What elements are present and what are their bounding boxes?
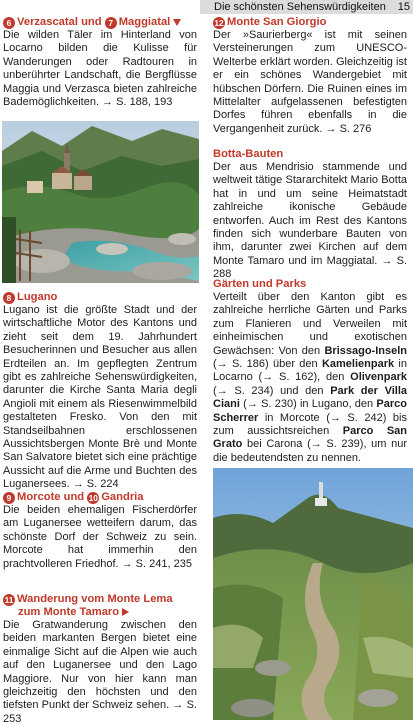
section-text: Lugano ist die größte Stadt und der wirtschaftliche Motor des Kantons und zieht seit dem 19. Jahrhundert Besucherinnen und Besucher aus allen Erdteilen an. Im gepflegten Zentrum gibt es zahlreiche Sehenswürdigkeiten, darunter die Kirche Santa Maria degli Angioli mit einem als Riesenwimmelbild gestalteten Fresko. Von den mit Standseilbahnen erschlossenen Aussichtsbergen Monte Brè und Monte San Salvatore bietet sich eine prächtige Aussicht auf die Arme und Buchten des Luganersees. → S. 224 bbox=[3, 304, 197, 491]
section-text: Die Gratwanderung zwischen den beiden markanten Bergen bietet eine einmalige Sicht auf die Alpen wie auch auf den Luganersee und den Lago Maggiore. Nur von hier kann man gleichzeitig den höchsten und den tiefsten Punkt der Schweiz sehen. → S. 253 bbox=[3, 619, 197, 725]
section-number-badge: 9 bbox=[3, 492, 15, 504]
section-number-badge: 7 bbox=[105, 17, 117, 29]
section-heading: 11 Wanderung vom Monte Lema zum Monte Tamaro bbox=[4, 593, 173, 618]
section-number-badge: 12 bbox=[214, 18, 224, 28]
section-botta-bauten bbox=[213, 148, 407, 282]
photo-verzasca-valley bbox=[2, 121, 199, 283]
section-number-badge: 11 bbox=[4, 595, 14, 605]
park-name: Parco Scherrer bbox=[213, 398, 407, 424]
section-wanderung-lema-tamaro bbox=[3, 593, 197, 726]
section-text: Die beiden ehemaligen Fischerdörfer am Luganersee wetteifern darum, das schönste Dorf der Schweiz zu sein. Morcote hat immerhin den prachtvolleren Friedhof. → S. 241, 235 bbox=[3, 504, 197, 570]
section-heading: Gärten und Parks bbox=[213, 278, 307, 290]
section-monte-san-giorgio bbox=[213, 16, 407, 136]
park-name: Brissago-Inseln bbox=[324, 344, 407, 357]
triangle-down-icon bbox=[173, 19, 181, 26]
photo-monte-tamaro-trail bbox=[213, 468, 413, 720]
park-name: Kamelienpark bbox=[321, 358, 395, 371]
section-heading: Botta-Bauten bbox=[213, 148, 284, 160]
park-name: Park der Villa Ciani bbox=[213, 384, 407, 411]
page-number: 15 bbox=[397, 1, 410, 13]
triangle-right-icon bbox=[122, 608, 129, 616]
section-text: Verteilt über den Kanton gibt es zahlreiche herrliche Gärten und Parks zum Flanieren und Verweilen mit einheimischen und exotischen Gewächsen: Von den Brissago-Inseln (→ S. 186) über den Kamelienpark in Locarno (→ S. 162), den Olivenpark (→ S. 234) und den Park der Villa Ciani (→ S. 230) in Lugano, den Parco Scherrer in Morcote (→ S. 242) bis zum aussichtsreichen Parco San Grato bei Carona (→ S. 239), um nur die bedeutendsten zu nennen. bbox=[213, 291, 407, 464]
section-number-badge: 8 bbox=[3, 292, 15, 304]
section-heading: 9 Morcote und 10 Gandria bbox=[3, 491, 197, 504]
section-heading: 8 Lugano bbox=[3, 291, 197, 304]
section-lugano bbox=[3, 291, 197, 492]
section-verzascatal-maggiatal bbox=[3, 16, 197, 109]
section-heading: 12 Monte San Giorgio bbox=[214, 16, 327, 28]
section-number-badge: 6 bbox=[3, 17, 15, 29]
section-morcote-gandria bbox=[3, 491, 197, 571]
section-text: Der »Saurierberg« ist mit seinen Versteinerungen zum UNESCO-Welterbe erklärt worden. Gleichzeitig ist er ein schönes Wandergebiet mit hübschen Dörfern. Die Ruinen eines im Mittelalter aufgelassenen befestigten Dorfes führen ebenfalls in die Vergangenheit zurück. → S. 276 bbox=[213, 29, 407, 135]
section-number-badge: 10 bbox=[88, 493, 98, 503]
section-gaerten-parks bbox=[213, 278, 407, 465]
park-name: Parco San Grato bbox=[213, 425, 407, 451]
park-name: Olivenpark bbox=[350, 371, 407, 384]
section-heading: 6 Verzascatal und 7 Maggiatal bbox=[3, 16, 197, 29]
section-text: Der aus Mendrisio stammende und weltweit tätige Stararchitekt Mario Botta hat in und um seine Heimatstadt zahlreiche ikonische Gebäude entworfen. Auch im Rest des Kantons finden sich wunderbare Bauten von ihm, darunter zwei Kirchen auf dem Monte Tamaro und im Maggiatal. → S. 288 bbox=[213, 161, 407, 281]
running-header-title: Die schönsten Sehenswürdigkeiten bbox=[214, 1, 386, 13]
section-text: Die wilden Täler im Hinterland von Locarno bilden die Kulisse für Wanderungen oder Radtouren in unberührter Landschaft, die Bergflüsse Maggia und Verzasca bieten zahlreiche Bademöglichkeiten. → S. 188, 193 bbox=[3, 29, 197, 109]
